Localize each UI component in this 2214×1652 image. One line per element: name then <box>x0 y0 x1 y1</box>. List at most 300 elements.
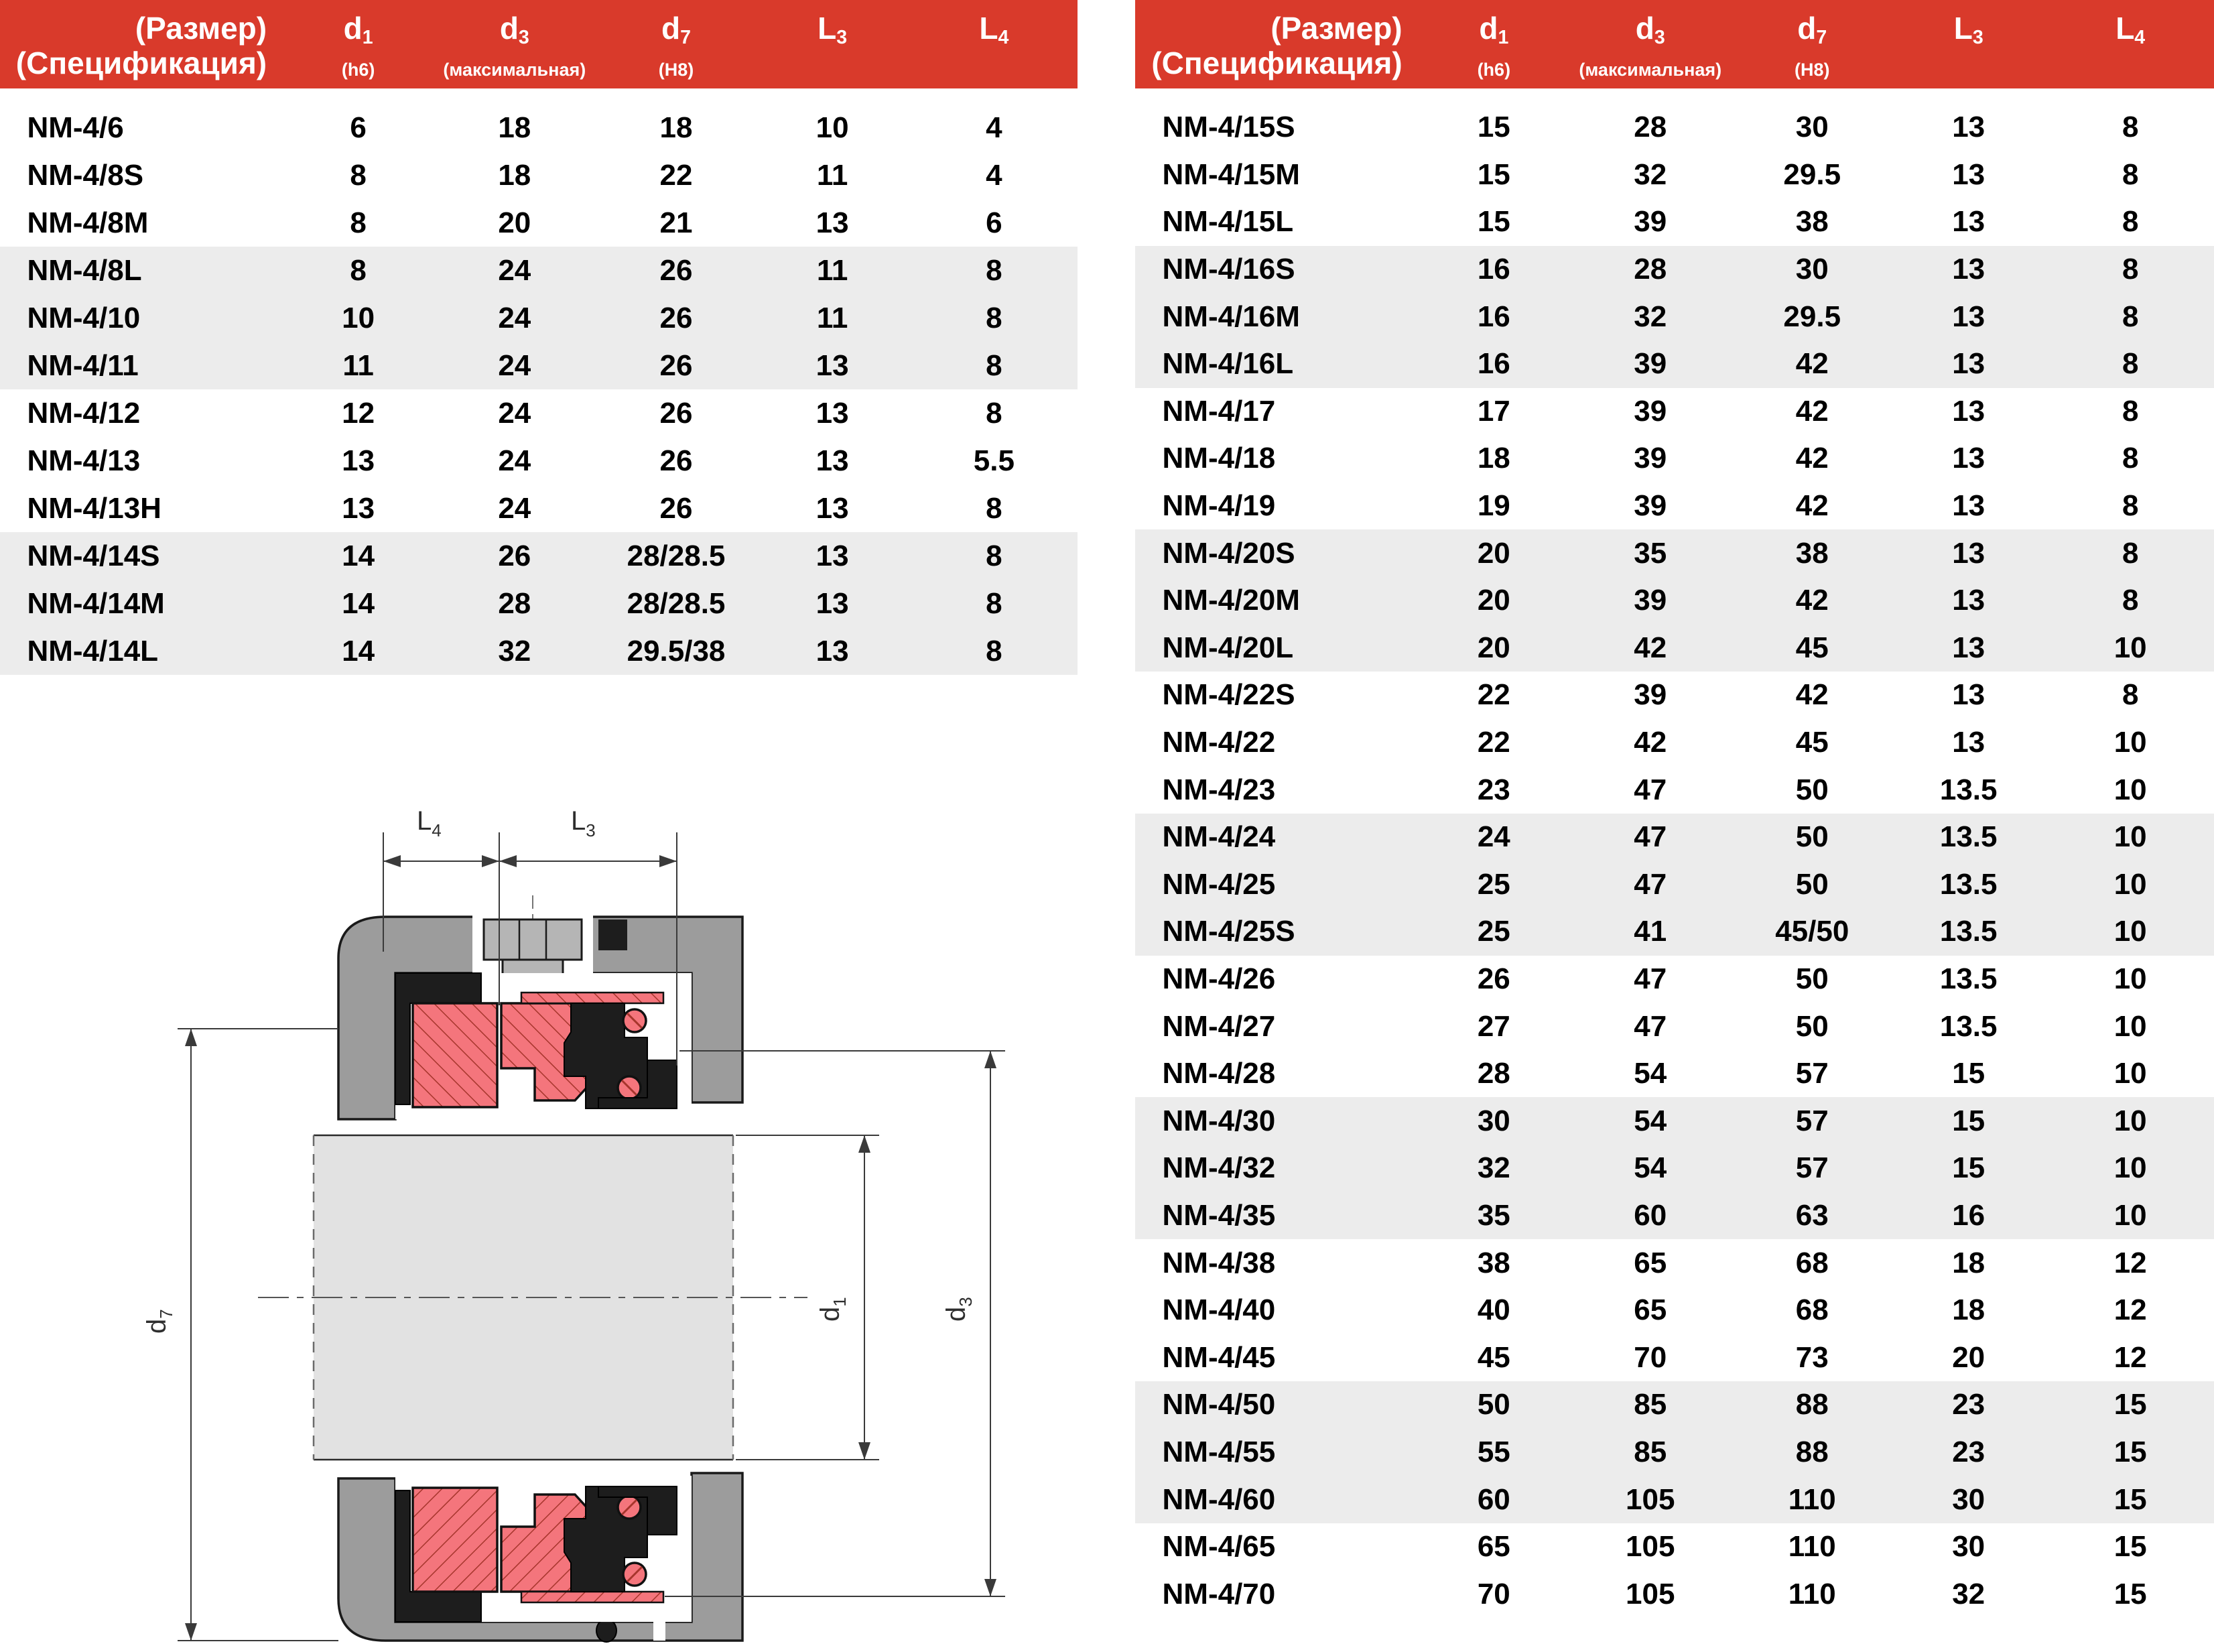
spec-value: 13 <box>1952 300 1985 333</box>
spec-value: 88 <box>1795 1435 1829 1468</box>
spec-value: 45 <box>1795 631 1829 664</box>
table-row <box>1135 1523 2214 1571</box>
spec-value: 42 <box>1795 678 1829 712</box>
spec-value: 32 <box>498 634 531 668</box>
spec-name: NM-4/20L <box>1162 631 1294 664</box>
table-row <box>0 199 1078 247</box>
spec-value: 13 <box>342 491 375 525</box>
spec-value: 57 <box>1795 1057 1829 1090</box>
spec-value: 39 <box>1634 347 1667 381</box>
table-row <box>1135 293 2214 340</box>
spec-value: 32 <box>1634 300 1667 333</box>
spec-name: NM-4/8L <box>27 253 142 287</box>
spec-value: 22 <box>1477 726 1510 759</box>
spec-name: NM-4/22 <box>1162 726 1276 759</box>
spec-value: 28 <box>1477 1057 1510 1090</box>
spec-name: NM-4/17 <box>1162 394 1276 428</box>
spec-value: 27 <box>1477 1009 1510 1043</box>
spec-value: 10 <box>2113 867 2147 901</box>
spec-value: 6 <box>986 206 1002 239</box>
spec-name: NM-4/16L <box>1162 347 1294 381</box>
spec-value: 20 <box>1477 536 1510 570</box>
spec-name: NM-4/20S <box>1162 536 1295 570</box>
spec-value: 29.5 <box>1783 157 1841 191</box>
spec-value: 55 <box>1477 1435 1510 1468</box>
spec-value: 39 <box>1634 584 1667 617</box>
spec-value: 14 <box>342 634 375 668</box>
spec-value: 11 <box>816 158 848 192</box>
spec-value: 23 <box>1952 1388 1985 1421</box>
dim-label-L3: $L_3$ <box>571 806 596 840</box>
table-row <box>0 247 1078 294</box>
spec-value: 15 <box>1952 1104 1985 1137</box>
spec-value: 22 <box>659 158 693 192</box>
spec-value: 10 <box>2113 1104 2147 1137</box>
spec-value: 13 <box>1952 584 1985 617</box>
spec-value: 8 <box>986 396 1002 430</box>
spec-value: 47 <box>1634 1009 1667 1043</box>
spec-value: 13.5 <box>1939 867 1998 901</box>
spec-value: 13 <box>816 444 849 477</box>
table-row <box>1135 1192 2214 1240</box>
spec-value: 63 <box>1795 1198 1829 1232</box>
spec-value: 8 <box>350 206 367 239</box>
header-d1: $d_1$ (h6) <box>1477 11 1511 80</box>
spec-value: 30 <box>1795 253 1829 286</box>
o-ring <box>596 1619 616 1642</box>
header-L4: $L_4$ <box>2115 11 2146 49</box>
spec-value: 20 <box>498 206 531 239</box>
spec-value: 10 <box>2113 631 2147 664</box>
spec-value: 6 <box>350 111 367 144</box>
spec-value: 20 <box>1952 1340 1985 1374</box>
table-row <box>1135 340 2214 388</box>
spec-name: NM-4/8S <box>27 158 144 192</box>
spec-value: 13 <box>342 444 375 477</box>
table-row <box>1135 861 2214 909</box>
seal-internals-top <box>395 973 692 1119</box>
spec-name: NM-4/20M <box>1162 584 1300 617</box>
spec-value: 11 <box>342 348 374 382</box>
spec-value: 15 <box>1477 157 1510 191</box>
spec-value: 25 <box>1477 867 1510 901</box>
spec-value: 8 <box>2122 584 2139 617</box>
table-row <box>1135 908 2214 956</box>
table-rows <box>1135 88 2214 1618</box>
spec-value: 10 <box>816 111 849 144</box>
spec-value: 32 <box>1634 157 1667 191</box>
spec-value: 50 <box>1795 962 1829 995</box>
table-row <box>0 389 1078 437</box>
spec-value: 42 <box>1795 442 1829 475</box>
spec-value: 26 <box>1477 962 1510 995</box>
spec-value: 54 <box>1634 1151 1667 1185</box>
spec-value: 110 <box>1788 1530 1836 1564</box>
spec-value: 13 <box>1952 536 1985 570</box>
spec-value: 13.5 <box>1939 773 1998 806</box>
spec-value: 28 <box>1634 111 1667 144</box>
header-d7: $d_7$ (H8) <box>1795 11 1830 80</box>
spec-value: 60 <box>1477 1482 1510 1516</box>
spec-value: 35 <box>1477 1198 1510 1232</box>
table-row <box>0 532 1078 580</box>
spec-name: NM-4/70 <box>1162 1577 1276 1610</box>
table-row <box>0 485 1078 532</box>
spec-value: 15 <box>1477 205 1510 239</box>
spec-name: NM-4/55 <box>1162 1435 1276 1468</box>
spec-value: 39 <box>1634 442 1667 475</box>
size-table-left <box>0 0 1078 675</box>
spec-value: 13 <box>1952 394 1985 428</box>
spec-value: 47 <box>1634 820 1667 854</box>
spec-value: 24 <box>498 396 531 430</box>
spec-value: 8 <box>2122 111 2139 144</box>
spec-value: 26 <box>659 491 693 525</box>
spec-value: 4 <box>986 158 1002 192</box>
table-row <box>1135 1287 2214 1334</box>
spec-value: 12 <box>2113 1340 2147 1374</box>
spec-value: 32 <box>1477 1151 1510 1185</box>
table-row <box>1135 1570 2214 1618</box>
spec-value: 12 <box>2113 1293 2147 1327</box>
table-row <box>1135 577 2214 625</box>
shaft <box>258 1135 807 1460</box>
spec-value: 45 <box>1477 1340 1510 1374</box>
table-row <box>1135 388 2214 436</box>
spec-value: 30 <box>1477 1104 1510 1137</box>
spec-name: NM-4/16M <box>1162 300 1300 333</box>
spec-name: NM-4/19 <box>1162 489 1276 523</box>
spec-name: NM-4/35 <box>1162 1198 1276 1232</box>
spec-value: 28 <box>498 586 531 620</box>
spec-value: 105 <box>1626 1482 1675 1516</box>
spec-value: 16 <box>1477 347 1510 381</box>
dim-label-d1: $d_1$ <box>816 1297 850 1322</box>
spec-value: 13 <box>1952 726 1985 759</box>
spec-name: NM-4/25S <box>1162 915 1295 948</box>
spec-value: 8 <box>2122 205 2139 239</box>
spec-value: 11 <box>816 301 848 334</box>
spec-value: 10 <box>2113 726 2147 759</box>
spec-value: 88 <box>1795 1388 1829 1421</box>
spec-value: 20 <box>1477 631 1510 664</box>
spec-value: 10 <box>2113 1198 2147 1232</box>
spec-value: 24 <box>498 444 531 477</box>
spec-name: NM-4/6 <box>27 111 124 144</box>
header-L3: $L_3$ <box>1953 11 1983 49</box>
spec-value: 10 <box>2113 1057 2147 1090</box>
table-row <box>1135 198 2214 246</box>
spec-value: 22 <box>1477 678 1510 712</box>
spec-value: 42 <box>1634 631 1667 664</box>
table-row <box>0 342 1078 389</box>
spec-name: NM-4/60 <box>1162 1482 1276 1516</box>
spec-value: 12 <box>2113 1246 2147 1279</box>
spec-value: 13.5 <box>1939 1009 1998 1043</box>
spec-value: 12 <box>342 396 375 430</box>
spec-value: 13 <box>816 539 849 572</box>
table-row <box>1135 246 2214 294</box>
spec-value: 32 <box>1952 1577 1985 1610</box>
table-row <box>0 580 1078 627</box>
header-d7: $d_7$ (H8) <box>658 11 694 80</box>
table-row <box>1135 1239 2214 1287</box>
header-L3: $L_3$ <box>818 11 848 49</box>
spec-value: 8 <box>2122 442 2139 475</box>
spec-value: 13 <box>816 586 849 620</box>
table-row <box>1135 719 2214 767</box>
spec-value: 65 <box>1634 1293 1667 1327</box>
dim-label-d3: $d_3$ <box>941 1297 976 1322</box>
spec-value: 68 <box>1795 1246 1829 1279</box>
spec-value: 54 <box>1634 1057 1667 1090</box>
spec-value: 68 <box>1795 1293 1829 1327</box>
spec-value: 30 <box>1795 111 1829 144</box>
spec-value: 8 <box>350 253 367 287</box>
dim-label-L4: $L_4$ <box>417 806 442 840</box>
seal-internals-bottom <box>395 1476 692 1622</box>
spec-value: 70 <box>1634 1340 1667 1374</box>
header-spec-label: (Спецификация) <box>15 46 267 80</box>
spec-value: 19 <box>1477 489 1510 523</box>
spec-name: NM-4/65 <box>1162 1530 1276 1564</box>
spec-value: 8 <box>2122 536 2139 570</box>
spec-value: 13.5 <box>1939 962 1998 995</box>
spec-value: 10 <box>342 301 375 334</box>
spec-value: 45 <box>1795 726 1829 759</box>
spec-value: 18 <box>1952 1293 1985 1327</box>
spec-value: 24 <box>498 301 531 334</box>
spec-value: 26 <box>659 444 693 477</box>
spec-name: NM-4/13 <box>27 444 141 477</box>
spec-value: 24 <box>498 491 531 525</box>
spec-name: NM-4/28 <box>1162 1057 1276 1090</box>
header-L4: $L_4$ <box>979 11 1009 49</box>
table-row <box>0 151 1078 199</box>
spec-value: 30 <box>1952 1482 1985 1516</box>
spec-value: 10 <box>2113 915 2147 948</box>
spec-value: 8 <box>986 301 1002 334</box>
spec-value: 25 <box>1477 915 1510 948</box>
spec-value: 8 <box>986 634 1002 668</box>
table-row <box>0 627 1078 675</box>
spec-value: 47 <box>1634 867 1667 901</box>
spec-value: 14 <box>342 539 375 572</box>
spec-value: 40 <box>1477 1293 1510 1327</box>
spec-value: 28 <box>1634 253 1667 286</box>
spec-value: 15 <box>2113 1577 2147 1610</box>
header-d3: $d_3$ (максимальная) <box>1579 11 1722 80</box>
spec-value: 41 <box>1634 915 1667 948</box>
dim-label-d7: $d_7$ <box>142 1309 176 1334</box>
spec-name: NM-4/18 <box>1162 442 1276 475</box>
spec-value: 13 <box>1952 347 1985 381</box>
spec-value: 16 <box>1952 1198 1985 1232</box>
spec-value: 105 <box>1626 1530 1675 1564</box>
spec-value: 29.5 <box>1783 300 1841 333</box>
spec-name: NM-4/45 <box>1162 1340 1276 1374</box>
spec-value: 8 <box>2122 394 2139 428</box>
table-row <box>1135 766 2214 814</box>
spec-value: 11 <box>816 253 848 287</box>
spec-value: 13 <box>1952 253 1985 286</box>
spec-name: NM-4/16S <box>1162 253 1295 286</box>
table-header <box>1135 0 2214 88</box>
spec-value: 18 <box>498 158 531 192</box>
spec-value: 15 <box>1952 1057 1985 1090</box>
table-row <box>1135 529 2214 577</box>
spec-value: 8 <box>986 586 1002 620</box>
spec-value: 30 <box>1952 1530 1985 1564</box>
spec-value: 15 <box>2113 1435 2147 1468</box>
spec-value: 42 <box>1795 489 1829 523</box>
spec-value: 26 <box>659 396 693 430</box>
spec-value: 42 <box>1795 584 1829 617</box>
spec-value: 15 <box>2113 1388 2147 1421</box>
spec-value: 8 <box>2122 489 2139 523</box>
spec-name: NM-4/15S <box>1162 111 1295 144</box>
spec-name: NM-4/15L <box>1162 205 1294 239</box>
spec-value: 21 <box>659 206 693 239</box>
spec-value: 8 <box>2122 300 2139 333</box>
spec-value: 57 <box>1795 1151 1829 1185</box>
spec-value: 10 <box>2113 962 2147 995</box>
spec-value: 85 <box>1634 1388 1667 1421</box>
spec-value: 15 <box>2113 1482 2147 1516</box>
table-row <box>1135 1003 2214 1050</box>
header-size-spec <box>0 0 285 88</box>
spec-value: 10 <box>2113 773 2147 806</box>
table-row <box>1135 1381 2214 1429</box>
spec-value: 8 <box>986 348 1002 382</box>
spec-value: 13.5 <box>1939 820 1998 854</box>
spec-value: 13 <box>816 634 849 668</box>
spec-value: 5.5 <box>973 444 1015 477</box>
spec-value: 60 <box>1634 1198 1667 1232</box>
spec-value: 13.5 <box>1939 915 1998 948</box>
spec-value: 18 <box>1477 442 1510 475</box>
spec-value: 57 <box>1795 1104 1829 1137</box>
spec-value: 24 <box>498 348 531 382</box>
table-row <box>1135 1334 2214 1381</box>
spec-name: NM-4/10 <box>27 301 141 334</box>
spec-value: 8 <box>2122 157 2139 191</box>
spec-value: 47 <box>1634 962 1667 995</box>
spec-value: 42 <box>1634 726 1667 759</box>
spec-name: NM-4/40 <box>1162 1293 1276 1327</box>
table-row <box>1135 1050 2214 1098</box>
spec-value: 24 <box>1477 820 1510 854</box>
table-rows <box>0 88 1078 675</box>
spec-value: 42 <box>1795 394 1829 428</box>
spec-value: 13 <box>1952 678 1985 712</box>
spec-value: 13 <box>816 348 849 382</box>
table-row <box>0 104 1078 151</box>
table-row <box>1135 1145 2214 1192</box>
spec-value: 10 <box>2113 820 2147 854</box>
spec-value: 50 <box>1795 1009 1829 1043</box>
spec-value: 39 <box>1634 489 1667 523</box>
spec-value: 42 <box>1795 347 1829 381</box>
spec-value: 26 <box>659 348 693 382</box>
spec-value: 50 <box>1795 820 1829 854</box>
spec-name: NM-4/30 <box>1162 1104 1276 1137</box>
spec-value: 26 <box>659 301 693 334</box>
spec-value: 26 <box>659 253 693 287</box>
spec-name: NM-4/50 <box>1162 1388 1276 1421</box>
spec-value: 13 <box>816 206 849 239</box>
spec-value: 16 <box>1477 300 1510 333</box>
spec-value: 38 <box>1795 205 1829 239</box>
table-row <box>1135 104 2214 151</box>
spec-value: 50 <box>1477 1388 1510 1421</box>
table-row <box>0 437 1078 485</box>
table-row <box>1135 625 2214 672</box>
spec-value: 28/28.5 <box>627 539 726 572</box>
spec-value: 20 <box>1477 584 1510 617</box>
spec-value: 15 <box>1952 1151 1985 1185</box>
spec-value: 47 <box>1634 773 1667 806</box>
spec-name: NM-4/14S <box>27 539 160 572</box>
header-size-spec <box>1135 0 1421 88</box>
table-row <box>1135 151 2214 199</box>
spec-name: NM-4/24 <box>1162 820 1276 854</box>
spec-value: 13 <box>1952 442 1985 475</box>
table-row <box>1135 435 2214 483</box>
table-header <box>0 0 1078 88</box>
spec-value: 35 <box>1634 536 1667 570</box>
spec-value: 16 <box>1477 253 1510 286</box>
header-d1: $d_1$ (h6) <box>341 11 375 80</box>
spec-value: 45/50 <box>1775 915 1849 948</box>
spec-name: NM-4/14L <box>27 634 159 668</box>
spec-value: 8 <box>986 491 1002 525</box>
header-spec-label: (Спецификация) <box>1151 46 1403 80</box>
drive-pin <box>598 919 627 950</box>
spec-value: 18 <box>659 111 693 144</box>
size-table-right <box>1135 0 2214 1618</box>
spec-value: 50 <box>1795 773 1829 806</box>
spec-value: 13 <box>1952 111 1985 144</box>
spec-value: 85 <box>1634 1435 1667 1468</box>
spec-value: 8 <box>986 253 1002 287</box>
spec-value: 17 <box>1477 394 1510 428</box>
table-row <box>1135 672 2214 719</box>
spec-value: 39 <box>1634 205 1667 239</box>
spec-value: 24 <box>498 253 531 287</box>
table-row <box>1135 1097 2214 1145</box>
spec-name: NM-4/25 <box>1162 867 1276 901</box>
table-row <box>1135 483 2214 530</box>
table-row <box>1135 1476 2214 1523</box>
spec-value: 50 <box>1795 867 1829 901</box>
spec-value: 13 <box>816 396 849 430</box>
spec-value: 13 <box>1952 157 1985 191</box>
table-row <box>1135 1429 2214 1476</box>
spec-value: 15 <box>1477 111 1510 144</box>
spec-value: 4 <box>986 111 1002 144</box>
spec-value: 65 <box>1477 1530 1510 1564</box>
spec-name: NM-4/8M <box>27 206 149 239</box>
spec-value: 8 <box>2122 347 2139 381</box>
spec-name: NM-4/22S <box>1162 678 1295 712</box>
table-row <box>1135 814 2214 861</box>
spec-value: 54 <box>1634 1104 1667 1137</box>
spec-name: NM-4/14M <box>27 586 165 620</box>
spec-value: 14 <box>342 586 375 620</box>
spec-name: NM-4/12 <box>27 396 141 430</box>
spec-value: 8 <box>2122 253 2139 286</box>
